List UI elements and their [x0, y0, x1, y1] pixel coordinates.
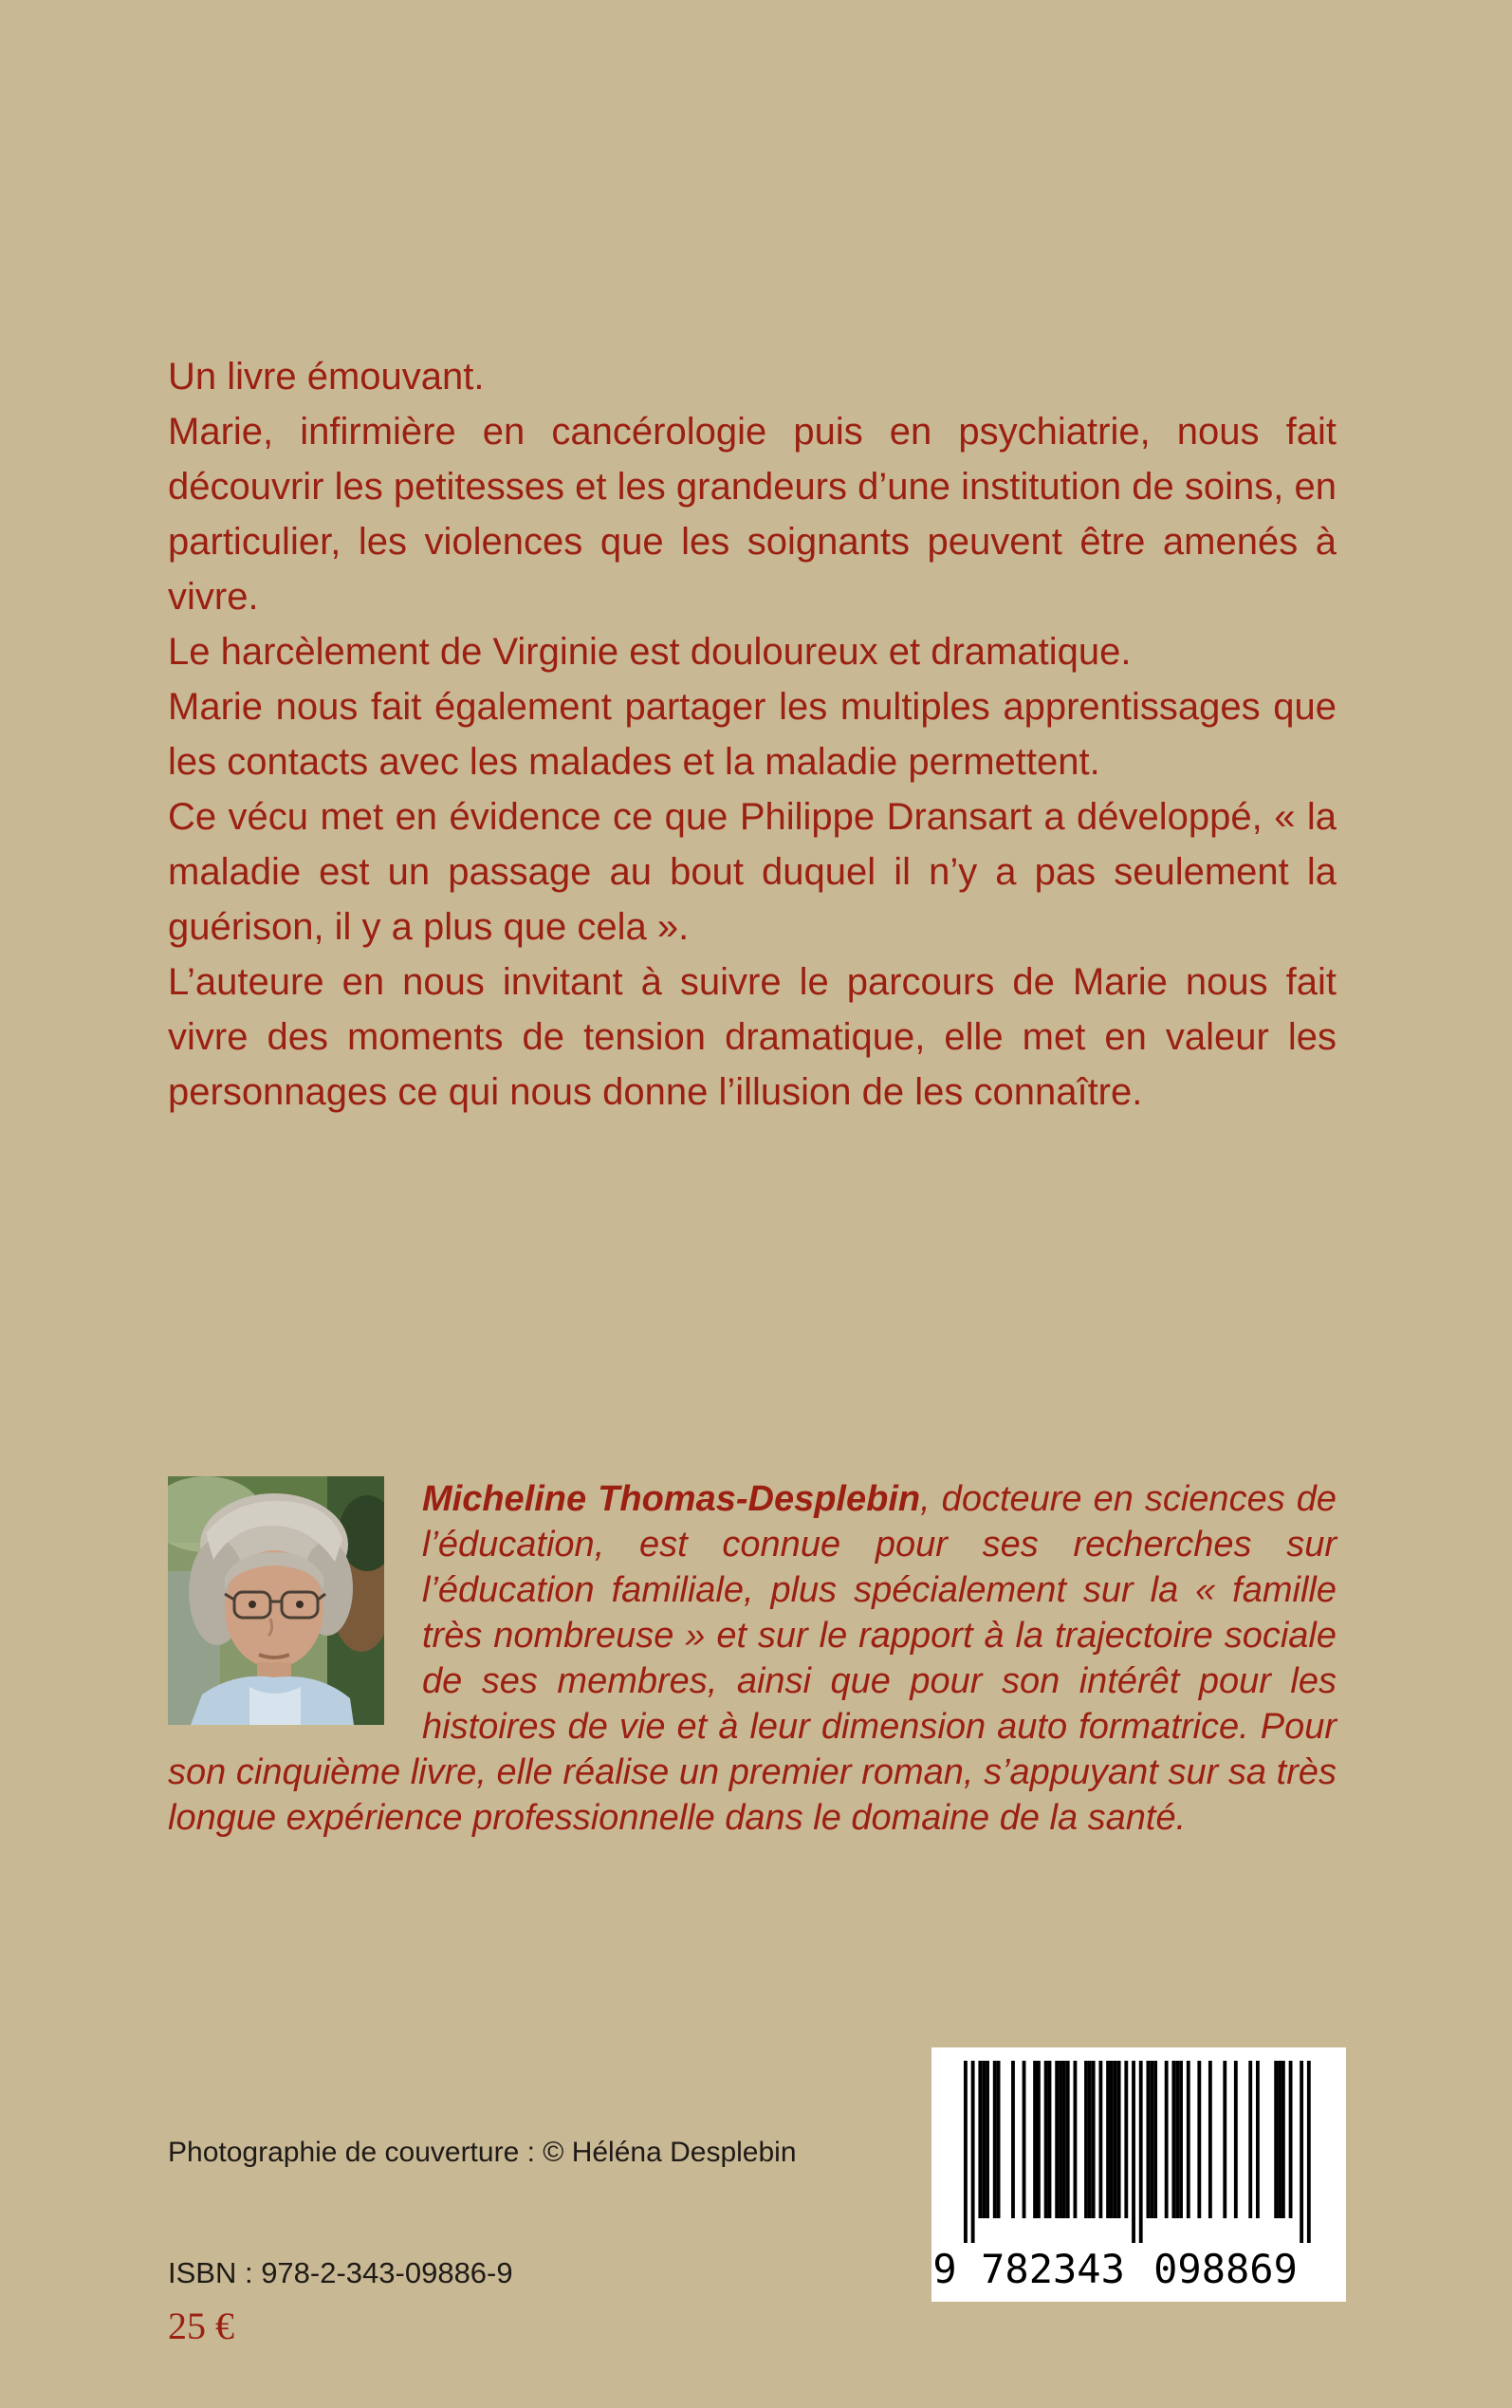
review-paragraph: Marie nous fait également partager les multiples apprentissages que les contacts avec les malades et la maladie permettent.	[168, 686, 1337, 783]
review-paragraph: Le harcèlement de Virginie est douloureux et dramatique.	[168, 631, 1132, 673]
barcode-image	[931, 2047, 1346, 2302]
review-paragraph: Ce vécu met en évidence ce que Philippe Dransart a développé, « la maladie est un passage au bout duquel il n’y a pas seulement la guérison, il y a plus que cela ».	[168, 796, 1337, 948]
author-portrait-image	[168, 1476, 384, 1725]
barcode	[931, 2047, 1346, 2302]
price-text: 25 €	[168, 2305, 234, 2347]
review-paragraph: Un livre émouvant.	[168, 356, 485, 398]
author-bio-block	[168, 1476, 1337, 1841]
cover-photo-credit: Photographie de couverture : © Héléna Desplebin	[168, 2137, 797, 2168]
svg-text:782343: 782343	[981, 2246, 1125, 2292]
svg-text:098869: 098869	[1153, 2246, 1298, 2292]
svg-text:9: 9	[932, 2246, 957, 2292]
author-name: Micheline Thomas-Desplebin	[422, 1479, 921, 1519]
review-paragraph: Marie, infirmière en cancérologie puis en psychiatrie, nous fait découvrir les petitesses et les grandeurs d’une institution de soins, en particulier, les violences que les soignants peuvent être amenés à vivre.	[168, 411, 1337, 618]
review-text-block	[168, 349, 1337, 1120]
isbn-text: ISBN : 978-2-343-09886-9	[168, 2256, 513, 2289]
author-bio-rest: , docteure en sciences de l’éducation, est connue pour ses recherches sur l’éducation familiale, plus spécialement sur la « famille très nombreuse » et sur le rapport à la trajectoire sociale de ses membres, ainsi que pour son intérêt pour les histoires de vie et à leur dimension auto formatrice. Pour son cinquième livre, elle réalise un premier roman, s’appuyant sur sa très longue expérience professionnelle dans le domaine de la santé.	[168, 1479, 1337, 1838]
review-paragraph: L’auteure en nous invitant à suivre le parcours de Marie nous fait vivre des moments de tension dramatique, elle met en valeur les personnages ce qui nous donne l’illusion de les connaître.	[168, 961, 1337, 1113]
author-photo	[168, 1476, 384, 1725]
